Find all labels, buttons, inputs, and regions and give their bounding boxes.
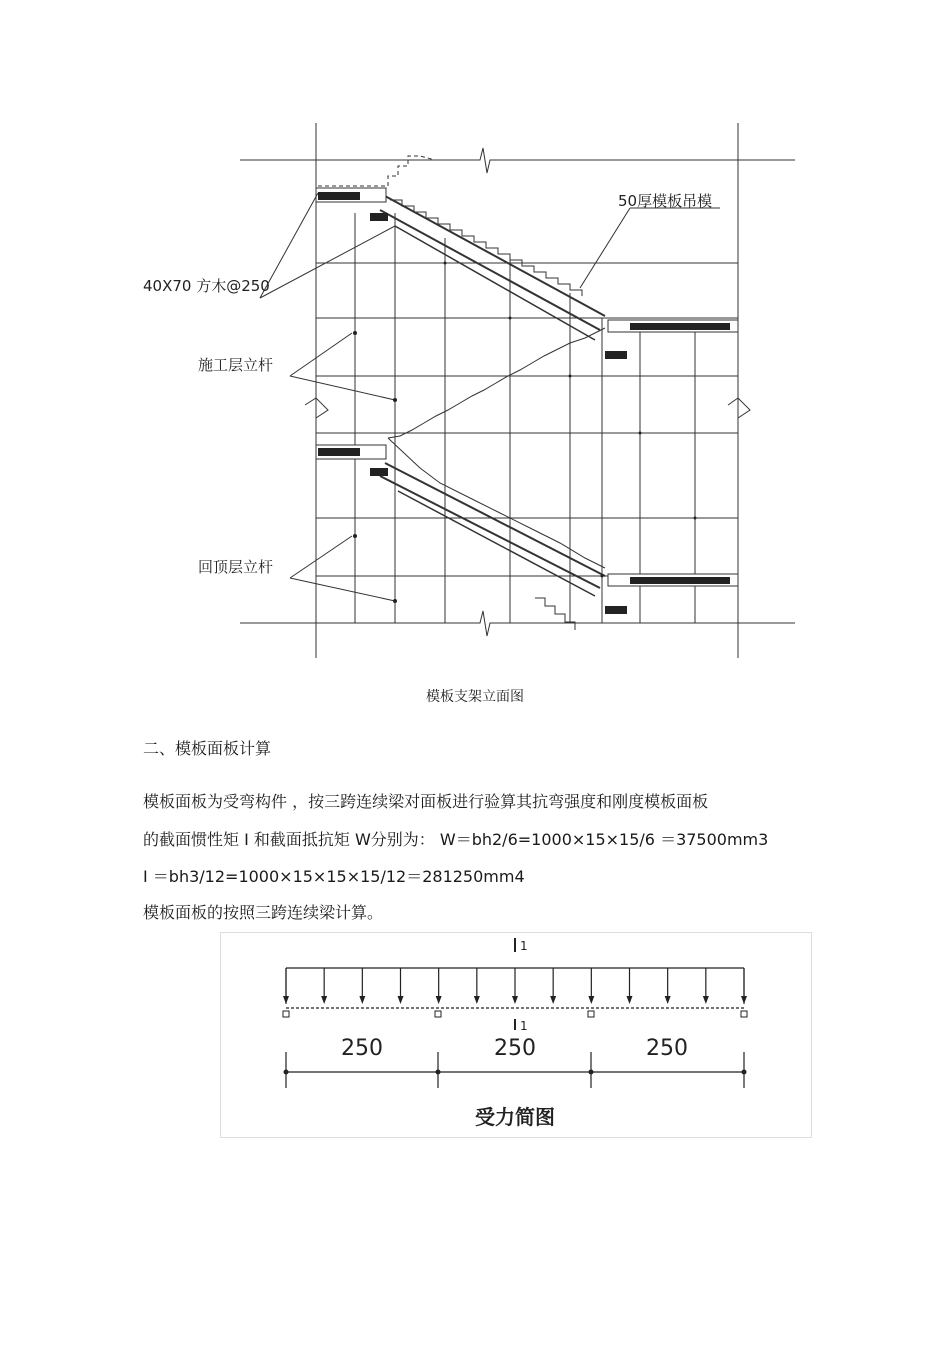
paragraph-line-3: I ＝bh3/12=1000×15×15×15/12＝281250mm4 [143, 867, 525, 886]
label-timber: 40X70 方木@250 [143, 277, 270, 295]
span-label-3: 250 [646, 1036, 688, 1061]
label-construction-pole: 施工层立杆 [198, 356, 274, 374]
paragraph-line-2: 的截面惯性矩 I 和截面抵抗矩 W分别为： W＝bh2/6=1000×15×15/6 ＝37500mm3 [143, 830, 769, 849]
leader-construction-1 [290, 333, 352, 376]
middle-stair-profile [388, 328, 605, 438]
formwork-elevation-drawing [140, 118, 800, 663]
support-2 [435, 1011, 441, 1017]
label-hanging-form: 50厚模板吊模 [618, 192, 713, 210]
force-diagram [220, 932, 812, 1138]
span-label-1: 250 [341, 1036, 383, 1061]
paragraph-line-1: 模板面板为受弯构件 ，按三跨连续梁对面板进行验算其抗弯强度和刚度模板面板 [143, 792, 709, 811]
section-heading: 二、模板面板计算 [143, 739, 272, 758]
top-break-line [240, 148, 795, 173]
paragraph-line-4: 模板面板的按照三跨连续梁计算。 [143, 903, 384, 922]
leader-construction-2 [290, 376, 395, 400]
support-4 [741, 1011, 747, 1017]
leader-return-1 [290, 536, 352, 578]
lower-stair-flight [380, 463, 605, 630]
leader-hanging-form [580, 208, 630, 288]
scaffold-poles [355, 213, 695, 623]
right-wall-break [728, 398, 750, 418]
timber-joists [318, 192, 730, 614]
figure-caption: 模板支架立面图 [426, 689, 524, 705]
pole-node-dots [353, 262, 697, 604]
support-1 [283, 1011, 289, 1017]
leader-return-2 [290, 578, 395, 601]
support-3 [588, 1011, 594, 1017]
span-label-2: 250 [494, 1036, 536, 1061]
bottom-section-label: 1 [520, 1019, 528, 1033]
force-diagram-title: 受力简图 [475, 1105, 555, 1129]
bottom-break-line [240, 611, 795, 636]
scaffold-ledgers [316, 263, 738, 576]
label-return-pole: 回顶层立杆 [198, 558, 274, 576]
top-section-label: 1 [520, 939, 528, 953]
